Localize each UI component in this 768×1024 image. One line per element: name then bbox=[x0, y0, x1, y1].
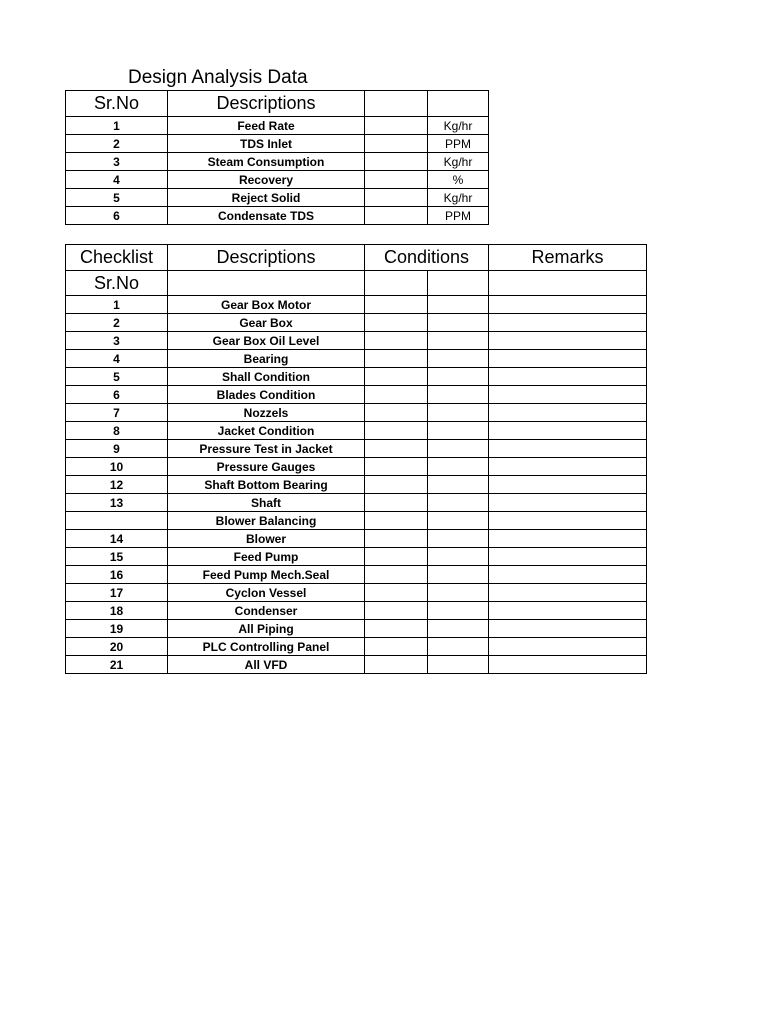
checklist-table-row bbox=[66, 404, 647, 422]
checklist-subheader-blank bbox=[168, 271, 365, 296]
checklist-description-cell: Shaft bbox=[168, 494, 365, 512]
design-analysis-table bbox=[65, 90, 489, 225]
checklist-condition-cell-b bbox=[428, 638, 489, 656]
checklist-condition-cell-a bbox=[365, 440, 428, 458]
checklist-table-row bbox=[66, 422, 647, 440]
checklist-remarks-cell bbox=[489, 368, 647, 386]
checklist-srno-header: Sr.No bbox=[66, 271, 168, 296]
checklist-table-body bbox=[66, 296, 647, 674]
checklist-condition-cell-b bbox=[428, 350, 489, 368]
checklist-condition-cell-a bbox=[365, 314, 428, 332]
checklist-srno-cell: 18 bbox=[66, 602, 168, 620]
checklist-remarks-cell bbox=[489, 350, 647, 368]
checklist-table bbox=[65, 244, 647, 674]
design-srno-cell: 3 bbox=[66, 153, 168, 171]
design-table-row bbox=[66, 153, 489, 171]
design-unit-header bbox=[428, 91, 489, 117]
checklist-description-cell: Gear Box bbox=[168, 314, 365, 332]
design-table-row bbox=[66, 135, 489, 153]
checklist-remarks-cell bbox=[489, 296, 647, 314]
checklist-table-row bbox=[66, 350, 647, 368]
design-srno-cell: 4 bbox=[66, 171, 168, 189]
checklist-condition-cell-b bbox=[428, 440, 489, 458]
checklist-srno-cell: 6 bbox=[66, 386, 168, 404]
checklist-table-row bbox=[66, 368, 647, 386]
design-header-row bbox=[66, 91, 489, 117]
checklist-table-row bbox=[66, 494, 647, 512]
checklist-header-row bbox=[66, 245, 647, 271]
design-description-cell: Feed Rate bbox=[168, 117, 365, 135]
checklist-description-cell: Jacket Condition bbox=[168, 422, 365, 440]
checklist-remarks-cell bbox=[489, 404, 647, 422]
checklist-srno-cell: 14 bbox=[66, 530, 168, 548]
design-description-cell: Reject Solid bbox=[168, 189, 365, 207]
checklist-condition-cell-b bbox=[428, 332, 489, 350]
checklist-description-cell: Gear Box Motor bbox=[168, 296, 365, 314]
checklist-table-row bbox=[66, 314, 647, 332]
checklist-srno-cell: 10 bbox=[66, 458, 168, 476]
checklist-description-cell: Nozzels bbox=[168, 404, 365, 422]
checklist-srno-cell: 3 bbox=[66, 332, 168, 350]
checklist-condition-cell-a bbox=[365, 458, 428, 476]
checklist-condition-cell-b bbox=[428, 368, 489, 386]
checklist-description-cell: Shall Condition bbox=[168, 368, 365, 386]
checklist-descriptions-header: Descriptions bbox=[168, 245, 365, 271]
checklist-srno-cell: 21 bbox=[66, 656, 168, 674]
checklist-srno-cell: 4 bbox=[66, 350, 168, 368]
checklist-condition-cell-b bbox=[428, 620, 489, 638]
checklist-table-row bbox=[66, 440, 647, 458]
checklist-condition-cell-a bbox=[365, 548, 428, 566]
checklist-condition-cell-b bbox=[428, 548, 489, 566]
checklist-condition-cell-b bbox=[428, 386, 489, 404]
checklist-condition-cell-b bbox=[428, 296, 489, 314]
design-unit-cell: PPM bbox=[428, 207, 489, 225]
checklist-srno-cell: 13 bbox=[66, 494, 168, 512]
design-srno-cell: 1 bbox=[66, 117, 168, 135]
checklist-remarks-cell bbox=[489, 638, 647, 656]
checklist-table-row bbox=[66, 584, 647, 602]
design-unit-cell: Kg/hr bbox=[428, 153, 489, 171]
checklist-condition-cell-a bbox=[365, 566, 428, 584]
checklist-condition-cell-a bbox=[365, 530, 428, 548]
design-table-row bbox=[66, 189, 489, 207]
checklist-subheader-blank bbox=[428, 271, 489, 296]
checklist-table-row bbox=[66, 458, 647, 476]
checklist-condition-cell-a bbox=[365, 386, 428, 404]
checklist-table-row bbox=[66, 296, 647, 314]
checklist-remarks-header: Remarks bbox=[489, 245, 647, 271]
checklist-condition-cell-b bbox=[428, 404, 489, 422]
design-unit-cell: Kg/hr bbox=[428, 117, 489, 135]
checklist-remarks-cell bbox=[489, 494, 647, 512]
checklist-table-row bbox=[66, 332, 647, 350]
design-srno-cell: 6 bbox=[66, 207, 168, 225]
design-table-row bbox=[66, 117, 489, 135]
design-descriptions-header: Descriptions bbox=[168, 91, 365, 117]
design-value-cell bbox=[365, 117, 428, 135]
checklist-description-cell: PLC Controlling Panel bbox=[168, 638, 365, 656]
checklist-condition-cell-b bbox=[428, 602, 489, 620]
design-description-cell: TDS Inlet bbox=[168, 135, 365, 153]
design-unit-cell: % bbox=[428, 171, 489, 189]
checklist-description-cell: Pressure Test in Jacket bbox=[168, 440, 365, 458]
checklist-condition-cell-a bbox=[365, 404, 428, 422]
checklist-condition-cell-a bbox=[365, 476, 428, 494]
checklist-subheader-row bbox=[66, 271, 647, 296]
checklist-remarks-cell bbox=[489, 422, 647, 440]
design-table-body bbox=[66, 117, 489, 225]
design-unit-cell: Kg/hr bbox=[428, 189, 489, 207]
checklist-table-row bbox=[66, 566, 647, 584]
design-srno-header: Sr.No bbox=[66, 91, 168, 117]
checklist-table-row bbox=[66, 548, 647, 566]
checklist-condition-cell-b bbox=[428, 476, 489, 494]
checklist-remarks-cell bbox=[489, 332, 647, 350]
checklist-description-cell: Condenser bbox=[168, 602, 365, 620]
checklist-description-cell: All Piping bbox=[168, 620, 365, 638]
checklist-remarks-cell bbox=[489, 440, 647, 458]
checklist-description-cell: Cyclon Vessel bbox=[168, 584, 365, 602]
checklist-srno-cell bbox=[66, 512, 168, 530]
checklist-remarks-cell bbox=[489, 548, 647, 566]
checklist-condition-cell-b bbox=[428, 656, 489, 674]
design-analysis-title: Design Analysis Data bbox=[128, 67, 308, 88]
checklist-table-row bbox=[66, 638, 647, 656]
checklist-condition-cell-b bbox=[428, 584, 489, 602]
checklist-remarks-cell bbox=[489, 566, 647, 584]
checklist-srno-cell: 15 bbox=[66, 548, 168, 566]
checklist-table-row bbox=[66, 530, 647, 548]
checklist-condition-cell-b bbox=[428, 422, 489, 440]
checklist-description-cell: Pressure Gauges bbox=[168, 458, 365, 476]
checklist-table-row bbox=[66, 476, 647, 494]
checklist-subheader-blank bbox=[489, 271, 647, 296]
checklist-description-cell: Blades Condition bbox=[168, 386, 365, 404]
checklist-condition-cell-a bbox=[365, 620, 428, 638]
design-value-cell bbox=[365, 207, 428, 225]
checklist-condition-cell-b bbox=[428, 512, 489, 530]
checklist-srno-cell: 19 bbox=[66, 620, 168, 638]
checklist-remarks-cell bbox=[489, 602, 647, 620]
checklist-condition-cell-b bbox=[428, 494, 489, 512]
checklist-condition-cell-b bbox=[428, 458, 489, 476]
design-table-row bbox=[66, 207, 489, 225]
checklist-remarks-cell bbox=[489, 458, 647, 476]
checklist-description-cell: All VFD bbox=[168, 656, 365, 674]
checklist-srno-cell: 20 bbox=[66, 638, 168, 656]
checklist-condition-cell-a bbox=[365, 296, 428, 314]
checklist-table-row bbox=[66, 386, 647, 404]
checklist-table-row bbox=[66, 656, 647, 674]
checklist-description-cell: Bearing bbox=[168, 350, 365, 368]
checklist-remarks-cell bbox=[489, 314, 647, 332]
checklist-srno-cell: 2 bbox=[66, 314, 168, 332]
design-table-row bbox=[66, 171, 489, 189]
checklist-condition-cell-a bbox=[365, 332, 428, 350]
design-value-cell bbox=[365, 153, 428, 171]
checklist-remarks-cell bbox=[489, 512, 647, 530]
design-description-cell: Recovery bbox=[168, 171, 365, 189]
checklist-srno-cell: 9 bbox=[66, 440, 168, 458]
checklist-table-row bbox=[66, 512, 647, 530]
checklist-description-cell: Feed Pump bbox=[168, 548, 365, 566]
design-blank-header bbox=[365, 91, 428, 117]
checklist-table-row bbox=[66, 602, 647, 620]
checklist-description-cell: Gear Box Oil Level bbox=[168, 332, 365, 350]
checklist-condition-cell-b bbox=[428, 314, 489, 332]
checklist-conditions-header: Conditions bbox=[365, 245, 489, 271]
checklist-description-cell: Blower bbox=[168, 530, 365, 548]
checklist-condition-cell-b bbox=[428, 530, 489, 548]
checklist-table-row bbox=[66, 620, 647, 638]
checklist-condition-cell-a bbox=[365, 368, 428, 386]
checklist-srno-cell: 17 bbox=[66, 584, 168, 602]
design-value-cell bbox=[365, 189, 428, 207]
checklist-subheader-blank bbox=[365, 271, 428, 296]
checklist-srno-cell: 1 bbox=[66, 296, 168, 314]
checklist-condition-cell-b bbox=[428, 566, 489, 584]
checklist-description-cell: Blower Balancing bbox=[168, 512, 365, 530]
checklist-srno-cell: 5 bbox=[66, 368, 168, 386]
checklist-description-cell: Feed Pump Mech.Seal bbox=[168, 566, 365, 584]
checklist-condition-cell-a bbox=[365, 422, 428, 440]
checklist-remarks-cell bbox=[489, 476, 647, 494]
checklist-remarks-cell bbox=[489, 530, 647, 548]
checklist-srno-cell: 12 bbox=[66, 476, 168, 494]
checklist-condition-cell-a bbox=[365, 512, 428, 530]
checklist-srno-cell: 7 bbox=[66, 404, 168, 422]
design-srno-cell: 5 bbox=[66, 189, 168, 207]
design-description-cell: Steam Consumption bbox=[168, 153, 365, 171]
checklist-srno-cell: 16 bbox=[66, 566, 168, 584]
checklist-remarks-cell bbox=[489, 386, 647, 404]
checklist-condition-cell-a bbox=[365, 350, 428, 368]
checklist-remarks-cell bbox=[489, 584, 647, 602]
checklist-condition-cell-a bbox=[365, 494, 428, 512]
design-description-cell: Condensate TDS bbox=[168, 207, 365, 225]
design-value-cell bbox=[365, 171, 428, 189]
checklist-condition-cell-a bbox=[365, 638, 428, 656]
design-unit-cell: PPM bbox=[428, 135, 489, 153]
design-value-cell bbox=[365, 135, 428, 153]
checklist-srno-cell: 8 bbox=[66, 422, 168, 440]
design-srno-cell: 2 bbox=[66, 135, 168, 153]
checklist-remarks-cell bbox=[489, 620, 647, 638]
checklist-header: Checklist bbox=[66, 245, 168, 271]
checklist-description-cell: Shaft Bottom Bearing bbox=[168, 476, 365, 494]
checklist-condition-cell-a bbox=[365, 602, 428, 620]
checklist-condition-cell-a bbox=[365, 656, 428, 674]
checklist-remarks-cell bbox=[489, 656, 647, 674]
checklist-condition-cell-a bbox=[365, 584, 428, 602]
